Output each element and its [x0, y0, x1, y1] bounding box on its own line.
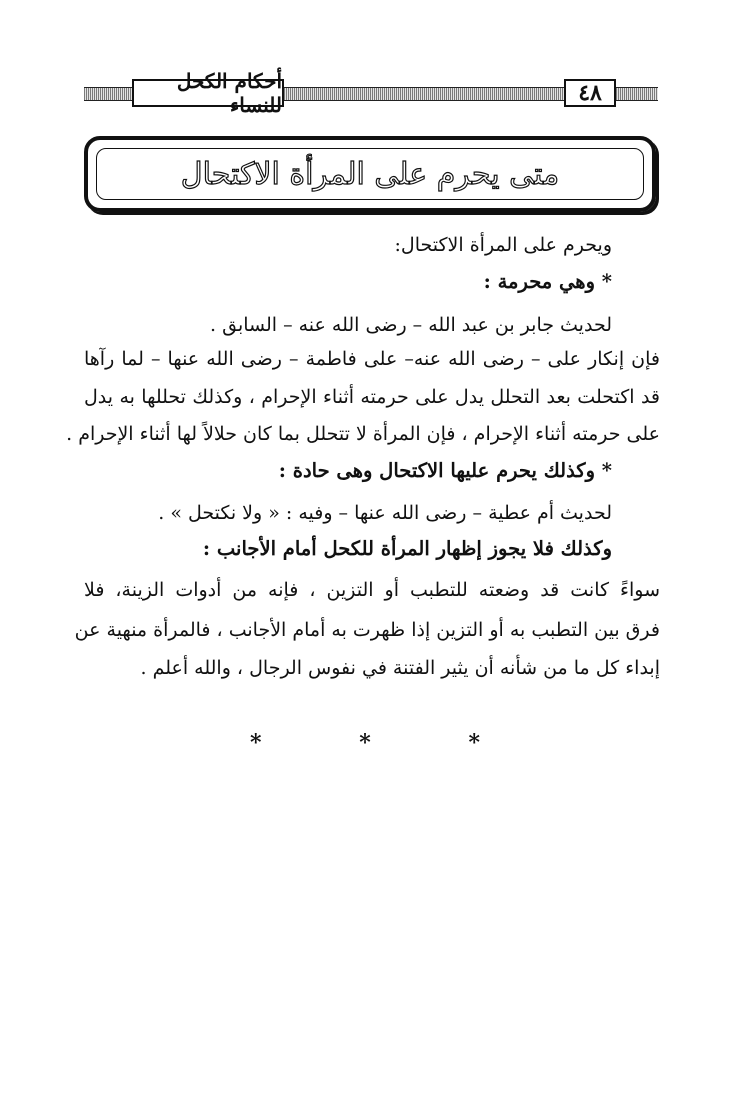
- subheading-hadda: * وكذلك يحرم عليها الاكتحال وهى حادة :: [278, 459, 612, 482]
- chapter-title: متى يحرم على المرأة الاكتحال: [180, 156, 560, 192]
- text-line: ويحرم على المرأة الاكتحال:: [394, 234, 612, 256]
- asterisk-ornament: *: [250, 730, 262, 756]
- subheading-muhrima: * وهي محرمة :: [483, 270, 612, 293]
- text-line: سواءً كانت قد وضعته للتطبب أو التزين ، فإنه من أدوات الزينة، فلا: [84, 579, 660, 601]
- text-line: فرق بين التطبب به أو التزين إذا ظهرت به أمام الأجانب ، فالمرأة منهية عن: [74, 619, 660, 641]
- asterisk-ornament: *: [359, 730, 371, 756]
- text-line: قد اكتحلت بعد التحلل يدل على حرمته أثناء الإحرام ، وكذلك تحللها به يدل: [84, 386, 660, 408]
- text-line: فإن إنكار على – رضى الله عنه– على فاطمة – رضى الله عنها – لما رآها: [84, 348, 660, 370]
- page-number: ٤٨: [564, 79, 616, 107]
- header-book-title: أحكام الكحل للنساء: [132, 79, 284, 107]
- text-line: إبداء كل ما من شأنه أن يثير الفتنة في نفوس الرجال ، والله أعلم .: [140, 657, 660, 679]
- subheading-ajanib: وكذلك فلا يجوز إظهار المرأة للكحل أمام الأجانب :: [202, 537, 612, 560]
- text-line: على حرمته أثناء الإحرام ، فإن المرأة لا تتحلل بما كان حلالاً لها أثناء الإحرام .: [66, 423, 660, 445]
- chapter-title-inner-frame: [96, 148, 644, 200]
- running-header: [84, 69, 658, 117]
- text-line: لحديث أم عطية – رضى الله عنها – وفيه : « ولا نكتحل » .: [158, 502, 612, 524]
- text-line: لحديث جابر بن عبد الله – رضى الله عنه – السابق .: [210, 314, 612, 336]
- asterisk-ornament: *: [468, 730, 480, 756]
- section-separator: [250, 730, 480, 756]
- chapter-title-frame: [84, 136, 656, 212]
